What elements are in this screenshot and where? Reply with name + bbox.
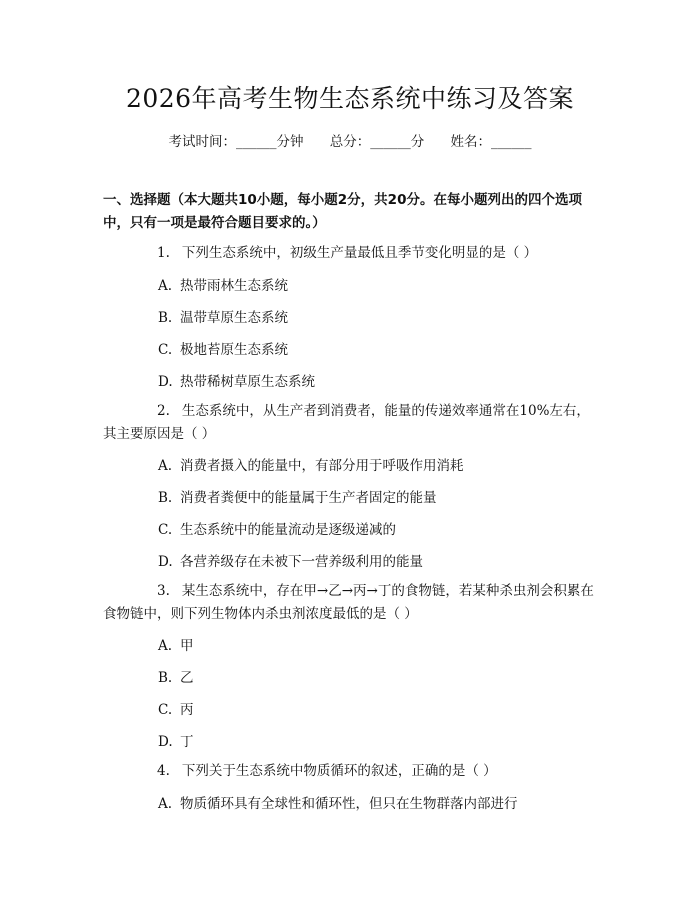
option-letter: B. [158,490,173,506]
option-text: 消费者摄入的能量中，有部分用于呼吸作用消耗 [180,458,464,474]
option-letter: D. [158,734,173,750]
question-stem [103,580,597,626]
option-d [158,552,423,572]
question-number: 4. [157,763,170,779]
question-text: 生态系统中，从生产者到消费者，能量的传递效率通常在10%左右，其主要原因是（ ） [103,403,590,442]
page-title: 2026年高考生物生态系统中练习及答案 [125,84,575,113]
student-name-field: 姓名：______ [450,134,532,150]
question-2 [103,400,597,446]
option-text: 乙 [180,670,194,686]
option-b [158,668,194,688]
option-letter: C. [158,702,173,718]
option-letter: C. [158,342,173,358]
option-b [158,308,288,328]
option-a [158,456,464,476]
total-score-field: 总分：______分 [329,134,425,150]
exam-info-line [0,132,700,152]
option-letter: A. [158,458,173,474]
question-stem [103,400,597,446]
option-text: 丙 [180,702,194,718]
option-text: 温带草原生态系统 [180,310,288,326]
option-a [158,794,518,814]
option-c [158,520,396,540]
option-letter: A. [158,796,173,812]
option-letter: D. [158,374,173,390]
question-stem [103,760,597,783]
question-number: 2. [157,403,170,419]
option-text: 丁 [180,734,194,750]
option-letter: B. [158,670,173,686]
question-number: 1. [157,245,170,261]
option-d [158,372,315,392]
option-a [158,636,194,656]
option-text: 极地苔原生态系统 [180,342,288,358]
option-letter: D. [158,554,173,570]
option-b [158,488,437,508]
question-number: 3. [157,583,170,599]
question-4 [103,760,597,783]
option-d [158,732,194,752]
option-a [158,276,288,296]
section-heading: 一、选择题（本大题共10小题，每小题2分，共20分。在每小题列出的四个选项中，只有一项是最符合题目要求的。） [103,192,582,231]
option-letter: B. [158,310,173,326]
question-stem [103,242,597,265]
option-letter: A. [158,638,173,654]
exam-time-field: 考试时间：______分钟 [168,134,304,150]
option-text: 各营养级存在未被下一营养级利用的能量 [180,554,423,570]
option-text: 物质循环具有全球性和循环性，但只在生物群落内部进行 [180,796,518,812]
option-letter: C. [158,522,173,538]
option-text: 热带雨林生态系统 [180,278,288,294]
question-1 [103,242,597,265]
option-text: 消费者粪便中的能量属于生产者固定的能量 [180,490,437,506]
option-text: 生态系统中的能量流动是逐级递减的 [180,522,396,538]
question-text: 下列生态系统中，初级生产量最低且季节变化明显的是（ ） [181,245,538,261]
question-3 [103,580,597,626]
question-text: 下列关于生态系统中物质循环的叙述，正确的是（ ） [181,763,497,779]
option-letter: A. [158,278,173,294]
question-text: 某生态系统中，存在甲→乙→丙→丁的食物链，若某种杀虫剂会积累在食物链中，则下列生物体内杀虫剂浓度最低的是（ ） [103,583,594,622]
option-c [158,340,288,360]
option-c [158,700,194,720]
option-text: 甲 [180,638,194,654]
option-text: 热带稀树草原生态系统 [180,374,315,390]
